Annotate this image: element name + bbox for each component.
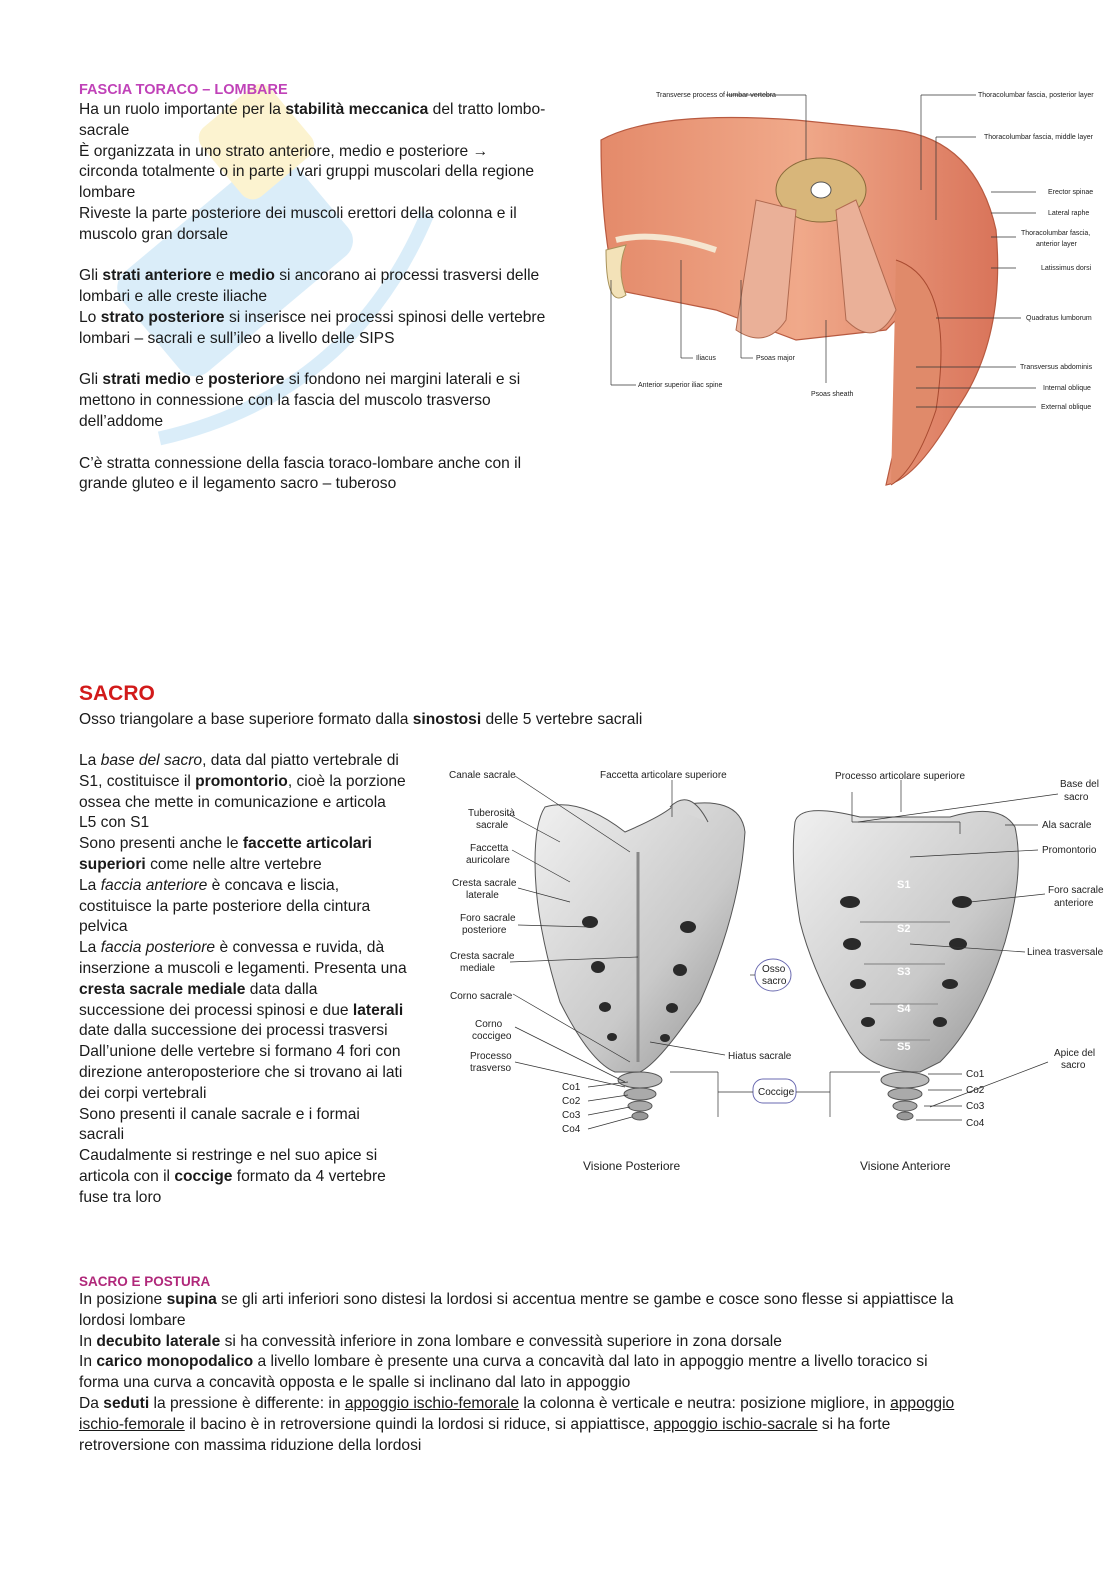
label-foro-anteriore-1: Foro sacrale <box>1048 885 1104 896</box>
label-cresta-mediale-1: Cresta sacrale <box>450 951 515 962</box>
text-run: appoggio ischio-sacrale <box>653 1415 818 1433</box>
label-ala-sacrale: Ala sacrale <box>1042 820 1092 831</box>
label-psoas-sheath: Psoas sheath <box>811 391 854 398</box>
label-internal-oblique: Internal oblique <box>1043 385 1091 392</box>
text-line: Gli strati medio e posteriore si fondono nei margini laterali e si <box>79 371 521 389</box>
text-run: promontorio <box>195 772 288 790</box>
label-faccetta-auricolare-1: Faccetta <box>470 843 509 854</box>
text-line: dei corpi vertebrali <box>79 1084 207 1102</box>
text-line: lombari – sacrali e sull’ileo a livello delle SIPS <box>79 329 395 347</box>
label-apice-1: Apice del <box>1054 1048 1096 1059</box>
section-title-sacro-postura: SACRO E POSTURA <box>79 1274 211 1289</box>
label-coccige: Coccige <box>758 1087 795 1098</box>
text-line: lombare <box>79 184 136 202</box>
text-line: È organizzata in uno strato anteriore, medio e posteriore → <box>79 142 489 160</box>
text-line: sacrali <box>79 1126 125 1144</box>
text-line: Dall’unione delle vertebre si formano 4 fori con <box>79 1043 401 1061</box>
text-line: ischio-femorale il bacino è in retroversione quindi la lordosi si riduce, si appiattisce, appoggio ischio-sacrale si ha forte <box>79 1415 891 1433</box>
text-run: strati anteriore <box>102 267 212 285</box>
label-linea-trasversale: Linea trasversale <box>1027 947 1104 958</box>
text-run: medio <box>228 267 275 285</box>
text-line: muscolo gran dorsale <box>79 225 229 243</box>
label-external-oblique: External oblique <box>1041 404 1092 411</box>
label-posterior-layer: Thoracolumbar fascia, posterior layer <box>978 92 1094 99</box>
text-line: inserzione a muscoli e legamenti. Presenta una <box>79 959 407 977</box>
text-run: strato posteriore <box>100 308 225 326</box>
label-s3: S3 <box>897 966 911 978</box>
text-run: faccette articolari <box>242 835 373 853</box>
text-line: Lo strato posteriore si inserisce nei processi spinosi delle vertebre <box>79 308 546 326</box>
fascia-paragraph <box>79 100 545 495</box>
caption-anterior: Visione Anteriore <box>860 1159 951 1173</box>
text-line: lombari e alle creste iliache <box>79 288 268 306</box>
text-line: pelvica <box>79 918 128 936</box>
text-line <box>79 433 545 454</box>
label-co1-ant: Co1 <box>966 1069 985 1080</box>
text-line: superiori come nelle altre vertebre <box>79 855 322 873</box>
label-faccetta-superiore: Faccetta articolare superiore <box>600 770 727 781</box>
label-apice-2: sacro <box>1061 1060 1086 1071</box>
text-line: retroversione con massima riduzione della lordosi <box>79 1436 422 1454</box>
label-co4-ant: Co4 <box>966 1118 985 1129</box>
text-line: Ha un ruolo importante per la stabilità meccanica del tratto lombo- <box>79 101 546 118</box>
label-transversus-abdominis: Transversus abdominis <box>1020 364 1093 371</box>
text-run: appoggio ischio-femorale <box>344 1394 520 1412</box>
text-line: grande gluteo e il legamento sacro – tuberoso <box>79 475 397 493</box>
text-run: posteriore <box>208 371 285 389</box>
label-co4-post: Co4 <box>562 1124 581 1135</box>
label-co2-post: Co2 <box>562 1096 581 1107</box>
text-run: stabilità meccanica <box>285 101 429 118</box>
text-run: coccige <box>174 1167 233 1185</box>
label-corno-coccigeo-2: coccigeo <box>472 1031 512 1042</box>
text-line: Da seduti la pressione è differente: in appoggio ischio-femorale la colonna è verticale e neutra: posizione migliore, in appoggio <box>79 1394 955 1412</box>
thoracolumbar-fascia-figure <box>596 80 1106 490</box>
label-promontorio: Promontorio <box>1042 845 1097 856</box>
text-line: cresta sacrale mediale data dalla <box>79 980 318 998</box>
section-title-fascia: FASCIA TORACO – LOMBARE <box>79 82 288 98</box>
text-line: Sono presenti il canale sacrale e i formai <box>79 1105 360 1123</box>
label-psoas-major: Psoas major <box>756 355 795 362</box>
label-anterior-layer-2: anterior layer <box>1036 241 1077 248</box>
text-line: successione dei processi spinosi e due laterali <box>79 1001 404 1019</box>
label-hiatus-sacrale: Hiatus sacrale <box>728 1051 792 1062</box>
label-cresta-laterale-2: laterale <box>466 890 499 901</box>
text-run: ischio-femorale <box>79 1415 185 1433</box>
sacro-paragraph <box>79 751 407 1209</box>
text-line: Caudalmente si restringe e nel suo apice si <box>79 1147 378 1165</box>
label-processo-trasverso-1: Processo <box>470 1051 512 1062</box>
text-run: strati medio <box>102 371 191 389</box>
text-line: date dalla successione dei processi trasversi <box>79 1022 388 1040</box>
text-line <box>79 350 545 371</box>
label-s4: S4 <box>897 1003 911 1015</box>
section-title-sacro: SACRO <box>79 682 155 705</box>
text-line: Riveste la parte posteriore dei muscoli erettori della colonna e il <box>79 204 517 222</box>
label-cresta-laterale-1: Cresta sacrale <box>452 878 517 889</box>
text-line: sacrale <box>79 121 130 139</box>
label-canale-sacrale: Canale sacrale <box>449 770 516 781</box>
label-base-sacro-1: Base del <box>1060 779 1099 790</box>
text-line <box>79 246 545 267</box>
label-corno-sacrale: Corno sacrale <box>450 991 513 1002</box>
text-line: circonda totalmente o in parte i vari gruppi muscolari della regione <box>79 163 535 181</box>
postura-paragraph <box>79 1290 954 1456</box>
text-line: direzione anteroposteriore che si trovano ai lati <box>79 1063 403 1081</box>
label-foro-posteriore-2: posteriore <box>462 925 507 936</box>
text-line: Sono presenti anche le faccette articolari <box>79 835 373 853</box>
text-line: Gli strati anteriore e medio si ancorano ai processi trasversi delle <box>79 267 540 285</box>
label-osso-sacro-2: sacro <box>762 976 787 987</box>
label-co1-post: Co1 <box>562 1082 581 1093</box>
text-line: forma una curva a concavità opposta e le spalle si inclinano dal lato in appoggio <box>79 1374 631 1392</box>
label-asis: Anterior superior iliac spine <box>638 382 723 389</box>
text-line: In posizione supina se gli arti inferiori sono distesi la lordosi si accentua mentre se gambe e cosce sono flesse si appiattisce la <box>79 1291 954 1308</box>
text-line: L5 con S1 <box>79 814 150 832</box>
text-line: fuse tra loro <box>79 1188 162 1206</box>
caption-posterior: Visione Posteriore <box>583 1159 681 1173</box>
label-co2-ant: Co2 <box>966 1085 985 1096</box>
text-line: dell’addome <box>79 412 164 430</box>
text-run: sinostosi <box>412 711 482 728</box>
label-s1: S1 <box>897 879 911 891</box>
text-run: cresta sacrale mediale <box>79 980 246 998</box>
label-base-sacro-2: sacro <box>1064 792 1089 803</box>
text-line: In carico monopodalico a livello lombare è presente una curva a concavità dal lato in appoggio mentre a livello toracico si <box>79 1353 928 1371</box>
text-line: Osso triangolare a base superiore formato dalla sinostosi delle 5 vertebre sacrali <box>79 711 643 728</box>
text-run: seduti <box>103 1394 150 1412</box>
text-run: carico monopodalico <box>96 1353 254 1371</box>
text-line: La base del sacro, data dal piatto vertebrale di <box>79 752 399 769</box>
text-line: ossea che mette in comunicazione e articola <box>79 793 386 811</box>
text-run: base del sacro <box>100 752 203 769</box>
text-run: faccia anteriore <box>100 876 208 894</box>
label-cresta-mediale-2: mediale <box>460 963 496 974</box>
label-quadratus-lumborum: Quadratus lumborum <box>1026 315 1092 322</box>
sacrum-figure <box>440 762 1108 1176</box>
label-processo-trasverso-2: trasverso <box>470 1063 512 1074</box>
text-run: faccia posteriore <box>100 939 216 957</box>
text-run: supina <box>166 1291 217 1308</box>
label-tuberosita-2: sacrale <box>476 820 509 831</box>
label-corno-coccigeo-1: Corno <box>475 1019 503 1030</box>
label-erector-spinae: Erector spinae <box>1048 189 1094 196</box>
label-s5: S5 <box>897 1041 911 1053</box>
text-run: superiori <box>79 855 146 873</box>
text-line: lordosi lombare <box>79 1311 186 1329</box>
label-osso-sacro-1: Osso <box>762 964 786 975</box>
text-line: mettono in connessione con la fascia del muscolo trasverso <box>79 392 491 410</box>
text-run: decubito laterale <box>96 1332 221 1350</box>
text-line: articola con il coccige formato da 4 vertebre <box>79 1167 386 1185</box>
text-line: La faccia posteriore è convessa e ruvida, dà <box>79 939 385 957</box>
text-line: C’è stratta connessione della fascia toraco-lombare anche con il <box>79 454 522 472</box>
text-line: La faccia anteriore è concava e liscia, <box>79 876 340 894</box>
label-co3-post: Co3 <box>562 1110 581 1121</box>
label-iliacus: Iliacus <box>696 355 716 362</box>
text-line: S1, costituisce il promontorio, cioè la porzione <box>79 772 406 790</box>
label-middle-layer: Thoracolumbar fascia, middle layer <box>984 134 1093 141</box>
text-line: In decubito laterale si ha convessità inferiore in zona lombare e convessità superiore in zona dorsale <box>79 1332 782 1350</box>
text-line: costituisce la parte posteriore della cintura <box>79 897 371 915</box>
text-run: laterali <box>352 1001 404 1019</box>
text-run: appoggio <box>890 1394 955 1412</box>
label-anterior-layer-1: Thoracolumbar fascia, <box>1021 230 1091 237</box>
label-latissimus-dorsi: Latissimus dorsi <box>1041 265 1092 272</box>
label-transverse-process: Transverse process of lumbar vertebra <box>656 92 776 99</box>
label-co3-ant: Co3 <box>966 1101 985 1112</box>
label-processo-superiore: Processo articolare superiore <box>835 771 966 782</box>
sacro-intro <box>79 710 642 731</box>
label-faccetta-auricolare-2: auricolare <box>466 855 510 866</box>
label-foro-posteriore-1: Foro sacrale <box>460 913 516 924</box>
label-s2: S2 <box>897 923 911 935</box>
label-lateral-raphe: Lateral raphe <box>1048 210 1090 217</box>
label-foro-anteriore-2: anteriore <box>1054 898 1094 909</box>
label-tuberosita-1: Tuberosità <box>468 808 515 819</box>
